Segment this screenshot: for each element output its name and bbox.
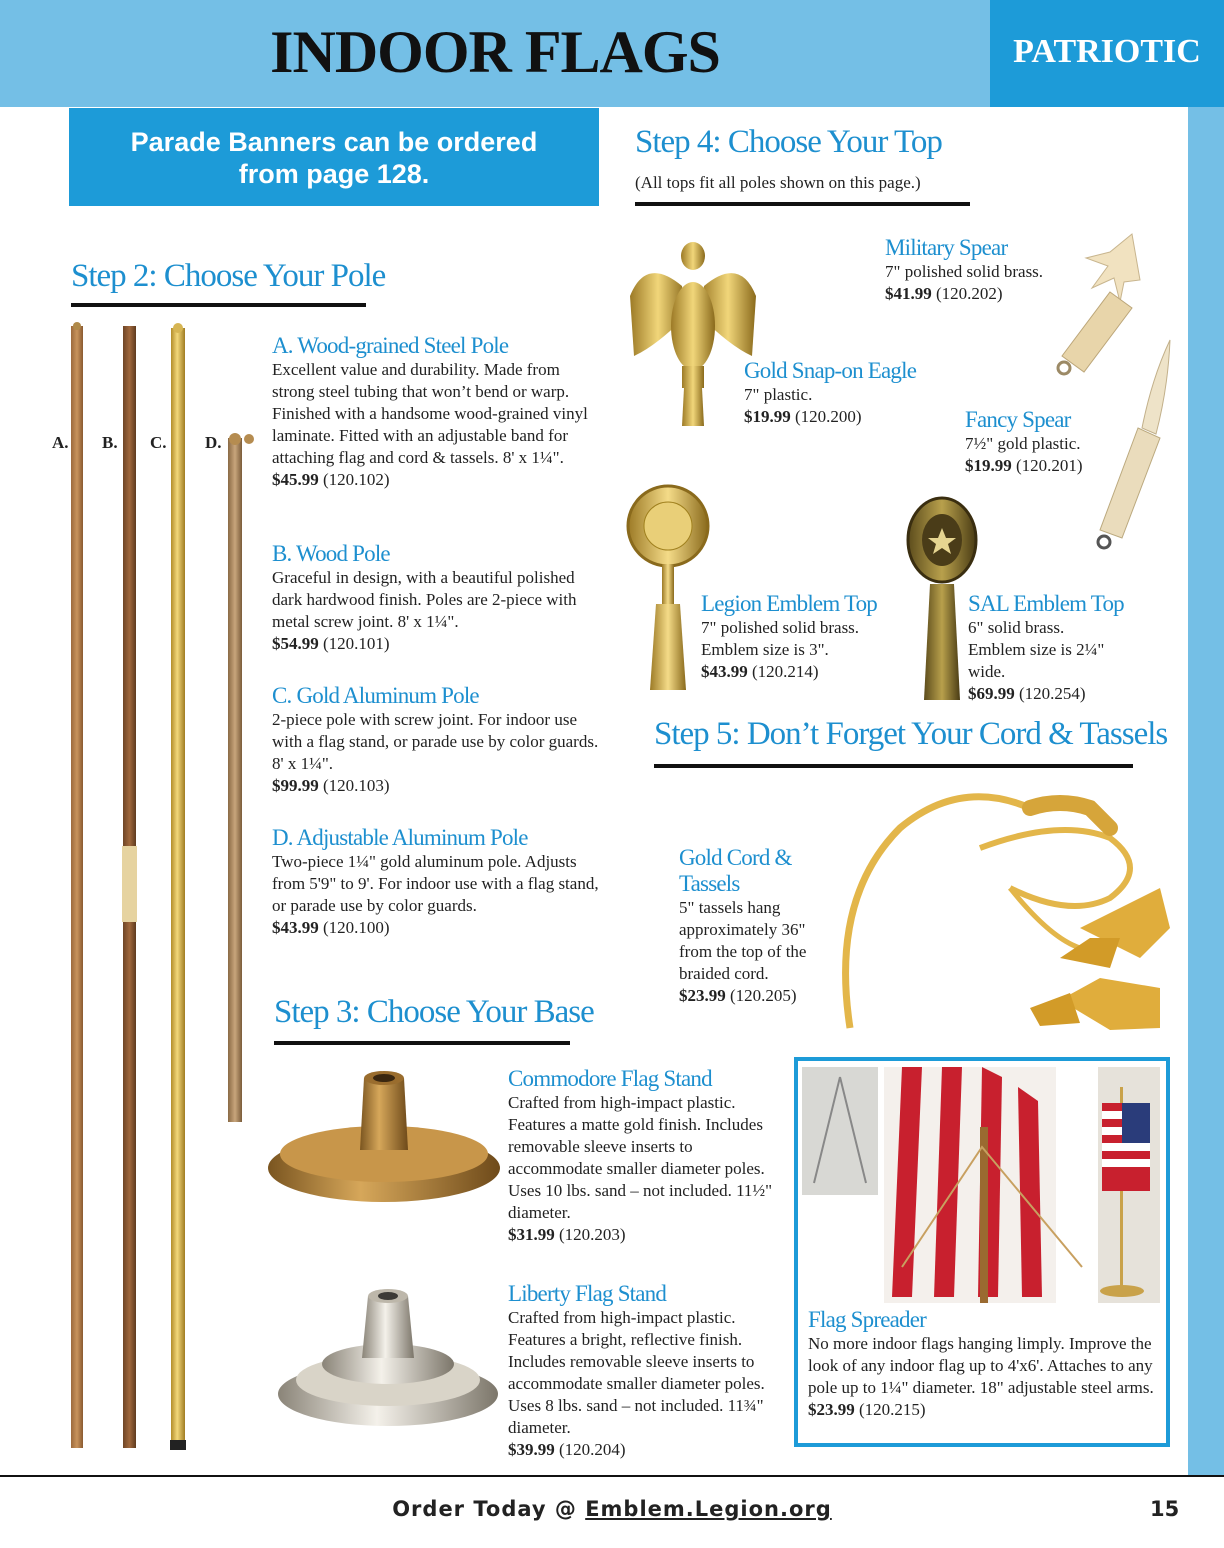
product-price: $69.99	[968, 684, 1015, 703]
product-fancy-spear	[965, 407, 1115, 477]
pole-letter-c: C.	[150, 433, 167, 452]
product-name: Fancy Spear	[965, 407, 1071, 432]
product-price-line	[272, 917, 600, 939]
product-sal-emblem-top	[968, 591, 1124, 705]
product-sku: (120.101)	[323, 634, 390, 653]
step2-rule	[71, 303, 366, 307]
product-price-line	[968, 683, 1118, 705]
product-name: Flag Spreader	[808, 1307, 926, 1332]
product-sku: (120.205)	[730, 986, 797, 1005]
product-description: Crafted from high-impact plastic. Features a matte gold finish. Includes removable sleeve inserts to accommodate smaller diameter poles. Uses 10 lbs. sand – not included. 11½" diameter.	[508, 1093, 773, 1222]
product-sku: (120.100)	[323, 918, 390, 937]
product-price-line	[272, 775, 600, 797]
product-description: 5" tassels hang approximately 36" from the top of the braided cord.	[679, 898, 807, 983]
step4-rule	[635, 202, 970, 206]
product-sku: (120.201)	[1016, 456, 1083, 475]
product-sku: (120.202)	[936, 284, 1003, 303]
product-sku: (120.204)	[559, 1440, 626, 1459]
pole-d	[228, 438, 242, 1122]
step5-rule	[654, 764, 1133, 768]
product-price: $23.99	[808, 1400, 855, 1419]
product-price: $43.99	[701, 662, 748, 681]
step4-heading: Step 4: Choose Your Top	[635, 124, 942, 160]
product-price: $19.99	[965, 456, 1012, 475]
product-description: 7½" gold plastic.	[965, 434, 1081, 453]
step3-heading: Step 3: Choose Your Base	[274, 994, 594, 1030]
product-name: Liberty Flag Stand	[508, 1281, 667, 1306]
footer-url-link[interactable]: Emblem.Legion.org	[585, 1497, 832, 1521]
product-sku: (120.254)	[1019, 684, 1086, 703]
footer-prefix: Order Today @	[392, 1497, 586, 1521]
product-name: Legion Emblem Top	[701, 591, 878, 616]
product-commodore-flag-stand	[508, 1066, 780, 1246]
page-number: 15	[1150, 1497, 1180, 1521]
product-name: Gold Snap-on Eagle	[744, 358, 917, 383]
product-wood-grained-steel-pole	[272, 333, 600, 491]
product-name: Military Spear	[885, 235, 1008, 260]
product-gold-cord-tassels	[679, 845, 829, 1007]
pole-a	[71, 326, 83, 1448]
pole-letter-b: B.	[102, 433, 118, 452]
product-description: Two-piece 1¼" gold aluminum pole. Adjusts from 5'9" to 9'. For indoor use with a flag stand, or parade use by color guards.	[272, 852, 599, 915]
parade-banner-line2: from page 128.	[238, 159, 430, 189]
product-gold-snap-on-eagle	[744, 358, 934, 428]
product-price: $39.99	[508, 1440, 555, 1459]
product-price: $41.99	[885, 284, 932, 303]
product-price: $54.99	[272, 634, 319, 653]
product-sku: (120.215)	[859, 1400, 926, 1419]
product-name: SAL Emblem Top	[968, 591, 1124, 616]
product-description: 7" polished solid brass. Emblem size is 3".	[701, 618, 860, 659]
product-legion-emblem-top	[701, 591, 891, 683]
product-name: B. Wood Pole	[272, 541, 390, 566]
product-name: Gold Cord & Tassels	[679, 845, 792, 896]
product-price: $23.99	[679, 986, 726, 1005]
product-name: D. Adjustable Aluminum Pole	[272, 825, 528, 850]
step2-heading: Step 2: Choose Your Pole	[71, 258, 386, 294]
step4-subheading: (All tops fit all poles shown on this page.)	[635, 173, 921, 192]
product-sku: (120.103)	[323, 776, 390, 795]
step3-rule	[274, 1041, 570, 1045]
product-description: 7" polished solid brass.	[885, 262, 1044, 281]
gold-cord-tassels-image	[810, 778, 1180, 1040]
product-price-line	[885, 283, 1085, 305]
commodore-stand-image	[266, 1068, 502, 1208]
product-price-line	[744, 406, 934, 428]
product-price: $19.99	[744, 407, 791, 426]
product-description: 7" plastic.	[744, 385, 813, 404]
footer-order-line	[0, 1497, 1224, 1521]
product-gold-aluminum-pole	[272, 683, 600, 797]
section-tab: PATRIOTIC	[990, 0, 1224, 107]
legion-emblem-image	[626, 476, 710, 696]
product-description: No more indoor flags hanging limply. Improve the look of any indoor flag up to 4'x6'. Attaches to any pole up to 1¼" diameter. 18" adjustable steel arms.	[808, 1334, 1154, 1397]
product-price-line	[965, 455, 1115, 477]
product-sku: (120.102)	[323, 470, 390, 489]
product-description: 2-piece pole with screw joint. For indoor use with a flag stand, or parade use by color guards. 8' x 1¼".	[272, 710, 599, 773]
flag-spreader-images	[802, 1067, 1162, 1307]
pole-letter-a: A.	[52, 433, 69, 452]
product-wood-pole	[272, 541, 600, 655]
step5-heading: Step 5: Don’t Forget Your Cord & Tassels	[654, 716, 1168, 752]
product-flag-spreader	[808, 1307, 1163, 1421]
liberty-stand-image	[276, 1282, 500, 1432]
product-name: Commodore Flag Stand	[508, 1066, 712, 1091]
product-sku: (120.214)	[752, 662, 819, 681]
product-price-line	[508, 1224, 780, 1246]
product-price-line	[808, 1399, 1163, 1421]
product-military-spear	[885, 235, 1085, 305]
gold-eagle-image	[626, 236, 760, 432]
product-price-line	[272, 469, 600, 491]
product-price-line	[272, 633, 600, 655]
product-description: Excellent value and durability. Made from strong steel tubing that won’t bend or warp. Finished with a handsome wood-grained vinyl laminate. Fitted with an adjustable band for attaching flag and cord & tassels. 8' x 1¼".	[272, 360, 588, 467]
product-price-line	[679, 985, 829, 1007]
product-description: 6" solid brass. Emblem size is 2¼" wide.	[968, 618, 1105, 681]
parade-banner-line1: Parade Banners can be ordered	[130, 127, 538, 157]
pole-c	[171, 328, 185, 1450]
product-name: C. Gold Aluminum Pole	[272, 683, 479, 708]
poles-image	[40, 318, 280, 1458]
product-description: Graceful in design, with a beautiful polished dark hardwood finish. Poles are 2-piece with metal screw joint. 8' x 1¼".	[272, 568, 577, 631]
footer-rule	[0, 1475, 1224, 1477]
product-price: $99.99	[272, 776, 319, 795]
product-price: $43.99	[272, 918, 319, 937]
product-sku: (120.200)	[795, 407, 862, 426]
product-price: $31.99	[508, 1225, 555, 1244]
side-strip	[1188, 107, 1224, 1475]
product-sku: (120.203)	[559, 1225, 626, 1244]
product-price: $45.99	[272, 470, 319, 489]
product-liberty-flag-stand	[508, 1281, 780, 1461]
parade-banner-notice	[69, 108, 599, 206]
page-title: INDOOR FLAGS	[270, 19, 720, 85]
product-price-line	[508, 1439, 780, 1461]
pole-letter-d: D.	[205, 433, 222, 452]
product-price-line	[701, 661, 891, 683]
product-description: Crafted from high-impact plastic. Features a bright, reflective finish. Includes removable sleeve inserts to accommodate smaller diameter poles. Uses 8 lbs. sand – not included. 11¾" diameter.	[508, 1308, 765, 1437]
product-adjustable-aluminum-pole	[272, 825, 600, 939]
product-name: A. Wood-grained Steel Pole	[272, 333, 509, 358]
